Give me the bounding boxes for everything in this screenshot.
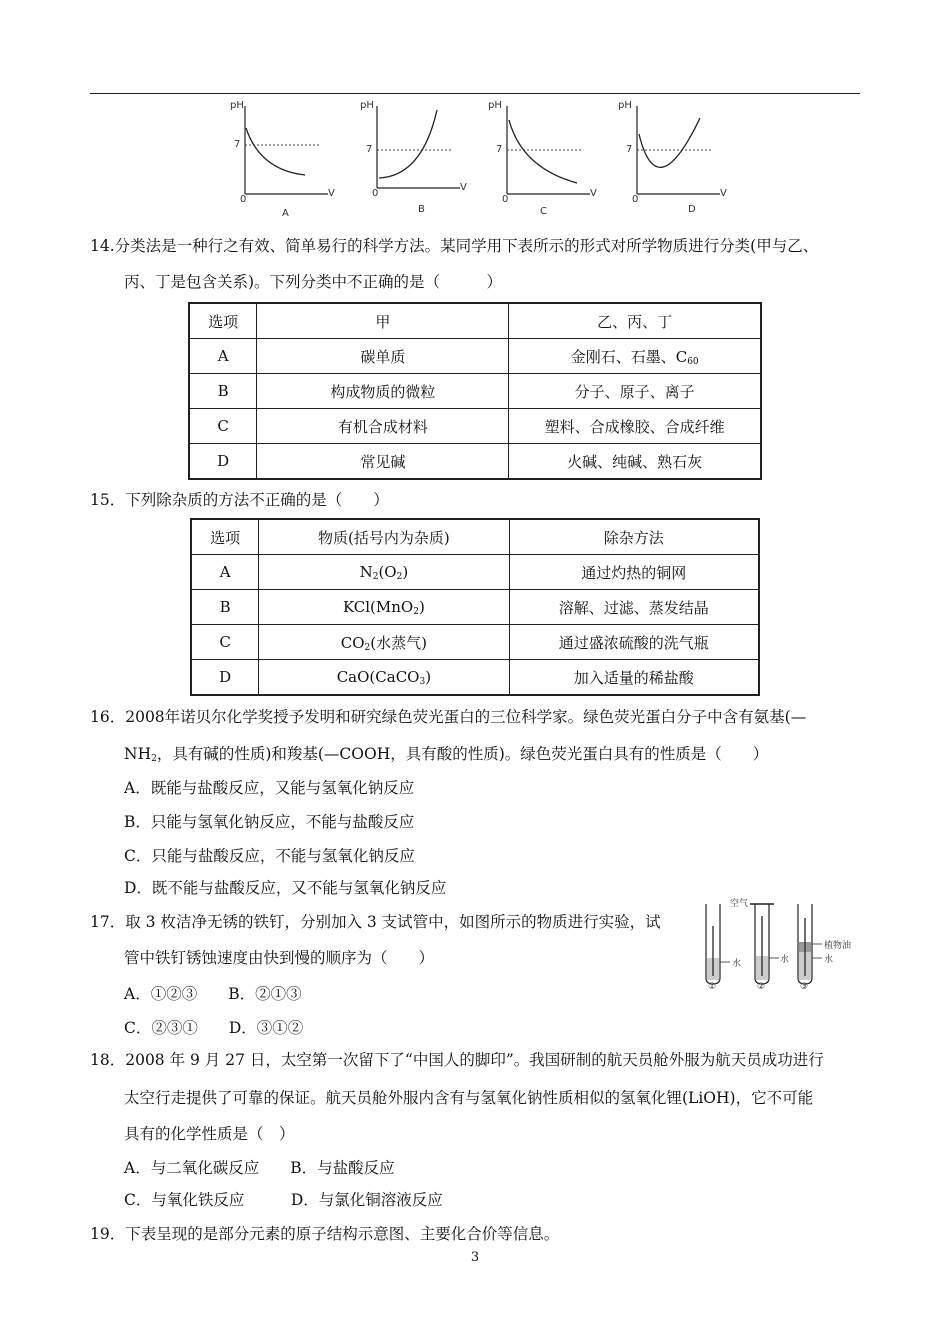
graph-d-ylabel: pH	[618, 100, 632, 111]
row-members-sub: 60	[687, 356, 699, 367]
q14-line2: 丙、丁是包含关系)。下列分类中不正确的是（ ）	[124, 273, 503, 291]
graph-a-origin: 0	[240, 194, 247, 205]
label-tube-3: ③	[800, 982, 809, 992]
page-number: 3	[470, 1250, 480, 1265]
label-tube-2: ②	[757, 982, 766, 992]
row-option: C	[189, 409, 257, 444]
q14-line1: 14.分类法是一种行之有效、简单易行的科学方法。某同学用下表所示的形式对所学物质进行分类(甲与乙、	[90, 237, 819, 255]
graph-a	[220, 98, 340, 220]
graph-c-xlabel: V	[590, 188, 597, 199]
q17-line2: 管中铁钉锈蚀速度由快到慢的顺序为（ ）	[124, 949, 435, 967]
test-tubes-figure	[700, 896, 860, 992]
table-row	[189, 374, 761, 409]
q18-options-row1: A．与二氧化碳反应 B．与盐酸反应	[124, 1159, 395, 1177]
row-category: 常见碱	[257, 444, 509, 480]
ph-graphs	[220, 98, 740, 220]
table-row	[191, 555, 759, 590]
row-category: 有机合成材料	[257, 409, 509, 444]
header-rule	[90, 93, 860, 94]
graph-d-letter: D	[688, 204, 696, 215]
q16-nh: NH	[124, 745, 152, 763]
q18-options-row2: C．与氧化铁反应 D．与氯化铜溶液反应	[124, 1191, 443, 1209]
label-water-2: 水	[780, 955, 790, 965]
q14-header-option: 选项	[189, 303, 257, 339]
q16-option-b: B．只能与氢氧化钠反应，不能与盐酸反应	[124, 813, 415, 831]
q16-line1: 16．2008年诺贝尔化学奖授予发明和研究绿色荧光蛋白的三位科学家。绿色荧光蛋白分子中含有氨基(—	[90, 708, 807, 726]
graph-d-seven: 7	[626, 144, 633, 155]
graph-d	[612, 98, 732, 220]
graph-c-plot	[482, 98, 602, 220]
graph-b-plot	[352, 98, 472, 220]
graph-c-ylabel: pH	[488, 100, 502, 111]
table-row	[191, 625, 759, 660]
row-method: 通过灼热的铜网	[509, 555, 759, 590]
q17-options-row1: A．①②③ B．②①③	[124, 985, 302, 1003]
row-method: 通过盛浓硫酸的洗气瓶	[509, 625, 759, 660]
q14-table-header	[189, 303, 761, 339]
row-members: 火碱、纯碱、熟石灰	[509, 444, 761, 480]
table-row	[191, 590, 759, 625]
table-row	[189, 444, 761, 480]
graph-b-origin: 0	[372, 188, 379, 199]
row-members-text: 金刚石、石墨、C	[570, 347, 688, 366]
q16-nh-sub: 2	[151, 754, 157, 764]
q15-line1: 15．下列除杂质的方法不正确的是（ ）	[90, 491, 389, 509]
graph-b-letter: B	[418, 204, 425, 215]
graph-d-xlabel: V	[720, 188, 727, 199]
graph-c-letter: C	[540, 206, 547, 217]
row-substance: KCl(MnO$_2$)	[259, 590, 509, 625]
table-row	[189, 339, 761, 374]
q16-option-a: A．既能与盐酸反应，又能与氢氧化钠反应	[124, 779, 415, 797]
label-tube-1: ①	[708, 982, 717, 992]
q17-line1: 17．取 3 枚洁净无锈的铁钉，分别加入 3 支试管中，如图所示的物质进行实验，试	[90, 913, 661, 931]
label-oil: 植物油	[824, 941, 852, 951]
q16-line2-rest: ，具有碱的性质)和羧基(—COOH，具有酸的性质)。绿色荧光蛋白具有的性质是（ ）	[156, 745, 769, 763]
q19-line1: 19．下表呈现的是部分元素的原子结构示意图、主要化合价等信息。	[90, 1225, 560, 1243]
table-row	[191, 660, 759, 696]
label-water-1: 水	[732, 959, 742, 969]
graph-b-seven: 7	[366, 144, 373, 155]
q18-line3: 具有的化学性质是（ ）	[124, 1125, 295, 1143]
row-members: 分子、原子、离子	[509, 374, 761, 409]
row-option: A	[191, 555, 259, 590]
q14-table	[188, 302, 762, 480]
row-substance: $CO_2$(水蒸气)	[259, 625, 509, 660]
graph-c	[482, 98, 602, 220]
q17-options-row2: C．②③① D．③①②	[124, 1019, 304, 1037]
q18-line1: 18．2008 年 9 月 27 日，太空第一次留下了“中国人的脚印”。我国研制的航天员舱外服为航天员成功进行	[90, 1051, 824, 1069]
row-members: 塑料、合成橡胶、合成纤维	[509, 409, 761, 444]
row-option: B	[189, 374, 257, 409]
q14-header-jia: 甲	[257, 303, 509, 339]
label-air: 空气	[730, 899, 749, 909]
graph-c-origin: 0	[502, 194, 509, 205]
q16-line2	[124, 742, 768, 764]
graph-d-origin: 0	[632, 194, 639, 205]
graph-b-xlabel: V	[460, 182, 467, 193]
row-category: 碳单质	[257, 339, 509, 374]
row-method: 溶解、过滤、蒸发结晶	[509, 590, 759, 625]
q18-line2: 太空行走提供了可靠的保证。航天员舱外服内含有与氢氧化钠性质相似的氢氧化锂(LiOH)，它不可能	[124, 1089, 814, 1107]
row-option: B	[191, 590, 259, 625]
table-row	[189, 409, 761, 444]
row-option: D	[189, 444, 257, 480]
q15-table	[190, 518, 760, 696]
q15-header-option: 选项	[191, 519, 259, 555]
row-method: 加入适量的稀盐酸	[509, 660, 759, 696]
graph-a-xlabel: V	[328, 188, 335, 199]
q14-header-yibingding: 乙、丙、丁	[509, 303, 761, 339]
graph-a-letter: A	[282, 208, 289, 219]
row-substance: $N_2(O_2)$	[259, 555, 509, 590]
graph-c-seven: 7	[496, 144, 503, 155]
q16-option-d: D．既不能与盐酸反应，又不能与氢氧化钠反应	[124, 879, 447, 897]
q15-header-substance: 物质(括号内为杂质)	[259, 519, 509, 555]
q15-header-method: 除杂方法	[509, 519, 759, 555]
q16-option-c: C．只能与盐酸反应，不能与氢氧化钠反应	[124, 847, 415, 865]
row-option: C	[191, 625, 259, 660]
graph-b-ylabel: pH	[360, 100, 374, 111]
row-option: D	[191, 660, 259, 696]
q15-table-header	[191, 519, 759, 555]
row-category: 构成物质的微粒	[257, 374, 509, 409]
row-substance: CaO(CaCO$_3$)	[259, 660, 509, 696]
graph-a-seven: 7	[234, 139, 241, 150]
row-members	[509, 339, 761, 374]
graph-a-ylabel: pH	[230, 100, 244, 111]
graph-b	[352, 98, 472, 220]
label-water-3: 水	[824, 955, 834, 965]
row-option: A	[189, 339, 257, 374]
graph-a-plot	[220, 98, 340, 220]
